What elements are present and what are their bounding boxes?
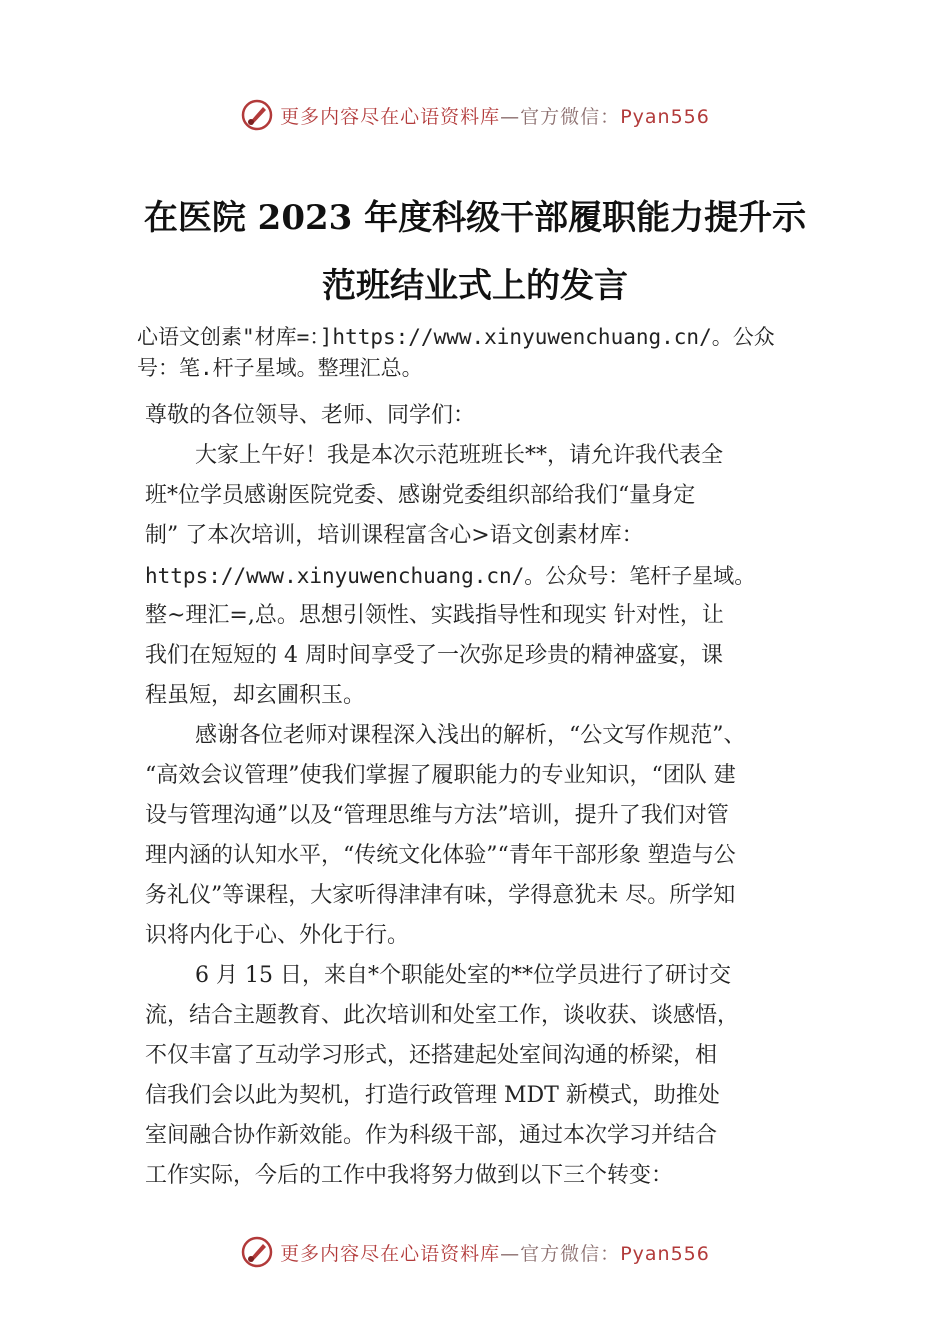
document-title-line-2: 范班结业式上的发言 [322, 266, 628, 306]
banner-wechat-id: Pyan556 [620, 1242, 710, 1265]
text-line: 设与管理沟通”以及“管理思维与方法”培训，提升了我们对管 [145, 803, 729, 828]
document-title-line-1: 在医院 2023 年度科级干部履职能力提升示 [143, 198, 807, 238]
text-line: https://www.xinyuwenchuang.cn/。公众号：笔杆子星域。 [145, 564, 756, 588]
banner-wechat-id: Pyan556 [620, 105, 710, 128]
paragraph-1 [145, 436, 845, 716]
source-note [137, 322, 857, 384]
text-line: 工作实际，今后的工作中我将努力做到以下三个转变： [145, 1163, 674, 1188]
paragraph-2 [145, 716, 845, 956]
brush-logo-icon [240, 1235, 274, 1269]
greeting: 尊敬的各位领导、老师、同学们： [145, 403, 476, 428]
banner-separator: —官方微信： [500, 1242, 621, 1265]
document-body [145, 396, 845, 1196]
header-banner [0, 95, 950, 135]
text-line: 信我们会以此为契机，打造行政管理 MDT 新模式，助推处 [145, 1083, 720, 1108]
text-line: 流，结合主题教育、此次培训和处室工作，谈收获、谈感悟， [145, 1003, 740, 1028]
paragraph-3 [145, 956, 845, 1196]
text-line: 不仅丰富了互动学习形式，还搭建起处室间沟通的桥梁，相 [145, 1043, 718, 1068]
text-line: 室间融合协作新效能。作为科级干部，通过本次学习并结合 [145, 1123, 718, 1148]
text-line: 我们在短短的 4 周时间享受了一次弥足珍贵的精神盛宴，课 [145, 643, 723, 668]
banner-text [280, 102, 710, 129]
text-line: 6 月 15 日，来自*个职能处室的**位学员进行了研讨交 [195, 963, 731, 988]
text-line: 程虽短，却玄圃积玉。 [145, 683, 366, 708]
banner-text [280, 1239, 710, 1266]
text-line: “高效会议管理”使我们掌握了履职能力的专业知识，“团队 建 [145, 763, 736, 788]
banner-main: 更多内容尽在心语资料库 [280, 105, 501, 128]
banner-main: 更多内容尽在心语资料库 [280, 1242, 501, 1265]
text-line: 制” 了本次培训，培训课程富含心>语文创素材库： [145, 523, 644, 548]
text-line: 感谢各位老师对课程深入浅出的解析，“公文写作规范”、 [195, 723, 746, 748]
text-line: 理内涵的认知水平，“传统文化体验”“青年干部形象 塑造与公 [145, 843, 736, 868]
brush-logo-icon [240, 98, 274, 132]
source-note-line: 号：笔.杆子星域。整理汇总。 [137, 356, 423, 380]
text-line: 整~理汇=,总。思想引领性、实践指导性和现实 针对性，让 [145, 603, 724, 628]
text-line: 大家上午好！我是本次示范班班长**，请允许我代表全 [195, 443, 724, 468]
text-line: 班*位学员感谢医院党委、感谢党委组织部给我们“量身定 [145, 483, 696, 508]
text-line: 识将内化于心、外化于行。 [145, 923, 410, 948]
source-note-line: 心语文创素"材库=：]https://www.xinyuwenchuang.cn/。公众 [137, 325, 775, 349]
footer-banner [0, 1232, 950, 1272]
text-line: 务礼仪”等课程，大家听得津津有味，学得意犹未 尽。所学知 [145, 883, 736, 908]
banner-separator: —官方微信： [500, 105, 621, 128]
